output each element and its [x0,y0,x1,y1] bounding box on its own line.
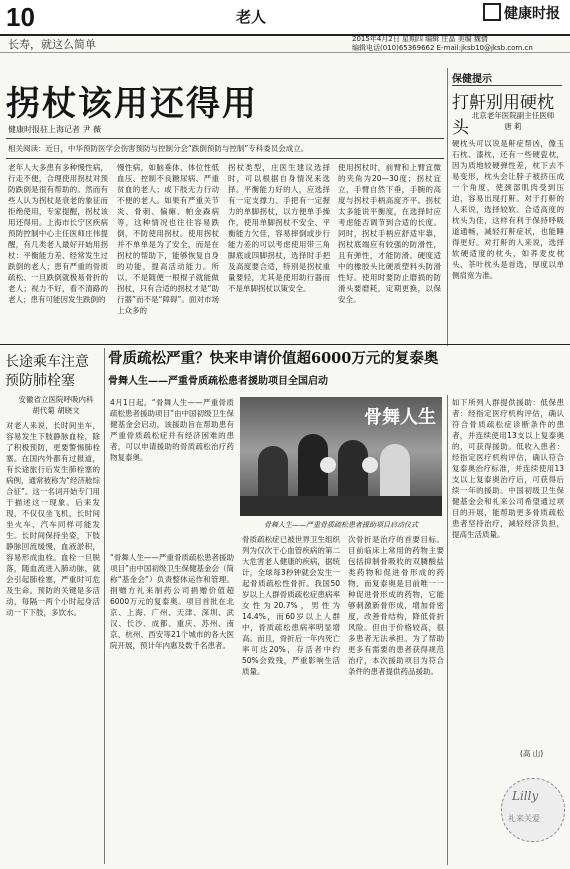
sidebar-body: 硬枕头可以说是鼾症帮凶，像玉石枕、漆枕，还有一些硬瓷枕，因为质地较硬弹性差，枕下去不易变形，枕头会让脖子被挤压成一个角度，使颈部肌肉受到压迫，容易出现打鼾。对于打鼾的人来说，选择较软、合适高度的枕头为佳，这样有利于保持呼吸道通畅，减轻打鼾症状，也能睡得更好。对打鼾的人来说，选择软硬适度的枕头，如荞麦皮枕头、茶叶枕头是首选，厚度以单侧肩宽为准。 [452,139,564,280]
page-header [0,0,570,36]
sidebar-section-head: 保健提示 [452,70,562,86]
article2-byline [12,394,100,416]
launch-orb [320,457,336,473]
page-number: 10 [6,2,35,32]
column-rule [447,68,448,346]
sidebar-byline [468,110,558,132]
lead-column-2: 慢性病，如脑垂体、体位性低血压、控制不良糖尿病、严重贫血的老人；或下肢无力行动不便的老人。如果有严重关节炎、骨刺、偏瘫、帕金森病等，这种情况也往往容易跌倒，不防使用拐杖。使用拐杖并不单单是为了安全，而是在拐杖的帮助下，能够恢复自身的功能，提高活动能力。所以，不是随便一根棍子就能做拐杖，只有合适的拐杖才是“助行器”而不是“障碍”。面对市场上众多的 [117,163,219,315]
lead-byline: 健康时报驻上海记者 尹 薇 [8,125,102,134]
sponsor-logo-tagline: 礼来关爱 [508,814,540,823]
logo-icon [483,3,501,21]
feature-column-2: 骨质疏松症已被世界卫生组织列为仅次于心血管疾病的第二大危害老人健康的疾病，据统计，全球每3秒钟就会发生一起骨质疏松性骨折。我国50岁以上人群骨质疏松症患病率女性为20.7%，男性为14.4%，而60岁以上人群中，骨质疏松患病率明显增高。而且，骨折后一年内死亡率可达20%，存活者中约50%会致残，严重影响生活质量。 [242,535,340,676]
masthead [483,3,560,23]
brand-name: 健康时报 [504,6,560,22]
edition-meta [352,35,562,53]
article2-headline: 长途乘车注意预防肺栓塞 [5,354,89,389]
sidebar-headline: 打鼾别用硬枕头 [452,93,554,138]
lead-column-3: 拐杖类型，庄医生建议选择时，可以根据自身情况来选择。平衡能力好的人，应选择有一定支撑力、手把有一定握力的单脚拐杖，以方便单手操作，使用单脚拐杖不安全、平衡能力欠佳，容易摔倒或步行能力差的可以考虑使用带三角脚底或四脚拐杖，选择时手把及高度要合适，特别是拐杖重量要轻，尤其是使用助行器而不是单脚拐杖以策安全。 [228,163,330,293]
sponsor-logo [501,778,565,842]
related-note: 相关阅读：近日，中华预防医学会伤害预防与控制分会“跌倒预防与控制”专科委员会成立。 [8,144,309,153]
edition-date-editors: 2015年4月2日 星期四 编辑 庄晶 美编 魏倩 [352,35,488,43]
edition-contact: 编辑电话(010)65369662 E-mail:jksb10@jksb.com.cn [352,44,533,52]
feature-lead: 4月1日起，“骨舞人生——严重骨质疏松患者援助项目”由中国初级卫生保健基金会启动，该援助旨在帮助患有严重骨质疏松症并有经济困难的患者，可以申请援助的骨质疏松治疗药物复泰奥。 [110,398,234,462]
feature-column-1: “骨舞人生——严重骨质疏松患者援助项目”由中国初级卫生保健基金会（简称“基金会”）负责整体运作和管理。捐赠方礼来制药公司捐赠价值超6000万元的复泰奥。项目首批在北京、上海、广州、天津、深圳、武汉、长沙、成都、重庆、苏州、南京、杭州、西安等21个城市的各大医院开展，预计年内惠及数千名患者。 [110,553,234,650]
event-photo [240,397,442,516]
feature-header [108,347,448,387]
article2-body: 对老人来说，长时间坐车，容易发生下肢静脉血栓，除了积极预防，更要警惕肺栓塞。在国内外都有过报道，有长途旅行后发生肺栓塞的病例，通常被称为“经济舱综合征”。这一名词开始专门用于描述这一现象。后来发现，不仅仅坐飞机，长时间坐火车、汽车同样可能发生。长时间保持坐姿，下肢静脉回流缓慢，血液淤积，容易形成血栓。血栓一旦脱落，随血流进入肺动脉，就会引起肺栓塞，严重时可危及生命。预防的关键是多活动，每隔一两个小时起身活动一下下肢，多饮水。 [6,421,100,617]
sidebar-signoff: (高 山) [520,749,544,758]
divider [6,158,444,159]
column-rule [447,395,448,865]
sidebar-body-continued: 如下所列人群提供援助：低保患者：经指定医疗机构评估，确认符合骨质疏松症诊断条件的患者，并连续使用13支以上复泰奥的，可获得援助。低收入患者：经指定医疗机构评估，确认符合复泰奥治疗标准，并连续使用13支以上复泰奥治疗后，可获得后续一年的援助。中国初级卫生保健基金会和礼来公司希望通过项目的开展，能帮助更多骨质疏松患者坚持治疗，减轻经济负担，提高生活质量。 [452,398,564,539]
lead-headline: 拐杖该用还得用 [6,84,258,124]
lead-column-4: 使用拐杖时，前臂和上臂宜微的夹角为20—30度；拐杖宜立，手臂自然下垂，手腕的高度与拐杖手柄高度齐平。拐杖太多能说平衡度，在选择时应考虑能否调节到合适的长度。同时，拐杖手柄应舒适牢靠，拐杖底端应有较强的防滑性，且有弹性，才能防滑。硬度适中的橡胶头比硬质塑料头防滑性好。使用时要防止磨损的防滑头要磨耗，定期更换，以保安全。 [338,163,441,304]
lead-column-1: 老年人大多患有多种慢性病，行走不便，合理使用拐杖对预防跌倒是很有帮助的。然而有些人认为拐杖是衰老的象征而拒绝使用，专家提醒，拐杖该用还得用。上海市长宁区疾病预防控制中心主任医师庄伟提醒，有几类老人最好开始用拐杖：平衡能力差、经常发生过跌倒的老人；患有严重的骨质疏松、一旦跌倒就极易骨折的老人；视力不好，看不清路的老人；患有可能因发生跌倒的 [8,163,108,304]
feature-column-3: 次骨折是治疗的首要目标。目前临床上常用的药物主要包括抑制骨吸收的双膦酸盐类药物和促进骨形成的药物，而复泰奥是目前唯一一种促进骨形成的药物，它能够刺激新骨形成，增加骨密度，改善骨结构，降低骨折风险。但由于价格较高，很多患者无法承担。为了帮助更多有需要的患者获得规范治疗，本次援助项目为符合条件的患者提供药品援助。 [348,535,444,676]
photo-banner: 骨舞人生 [364,407,436,428]
photo-caption: 骨舞人生——严重骨质疏松患者援助项目启动仪式 [264,521,418,529]
slogan: 长寿，就这么简单 [8,38,96,51]
sidebar-author-org: 北京老年医院副主任医师 [471,111,555,120]
sidebar-author-name: 唐 莉 [504,122,522,131]
column-rule [104,348,105,864]
article2-authors: 胡代菊 胡晓文 [32,406,80,415]
sponsor-logo-wordmark: Lilly [512,789,539,803]
divider [6,138,444,139]
feature-headline: 骨质疏松严重？快来申请价值超6000万元的复泰奥 [108,350,439,367]
launch-orb [362,457,378,473]
section-title: 老人 [236,8,267,26]
sub-header [0,36,570,53]
feature-subheadline: 骨舞人生——严重骨质疏松患者援助项目全国启动 [108,376,328,387]
article2-affiliation: 安徽省立医院呼吸内科 [18,395,94,404]
section-rule [0,344,570,345]
stage-floor [240,496,442,516]
